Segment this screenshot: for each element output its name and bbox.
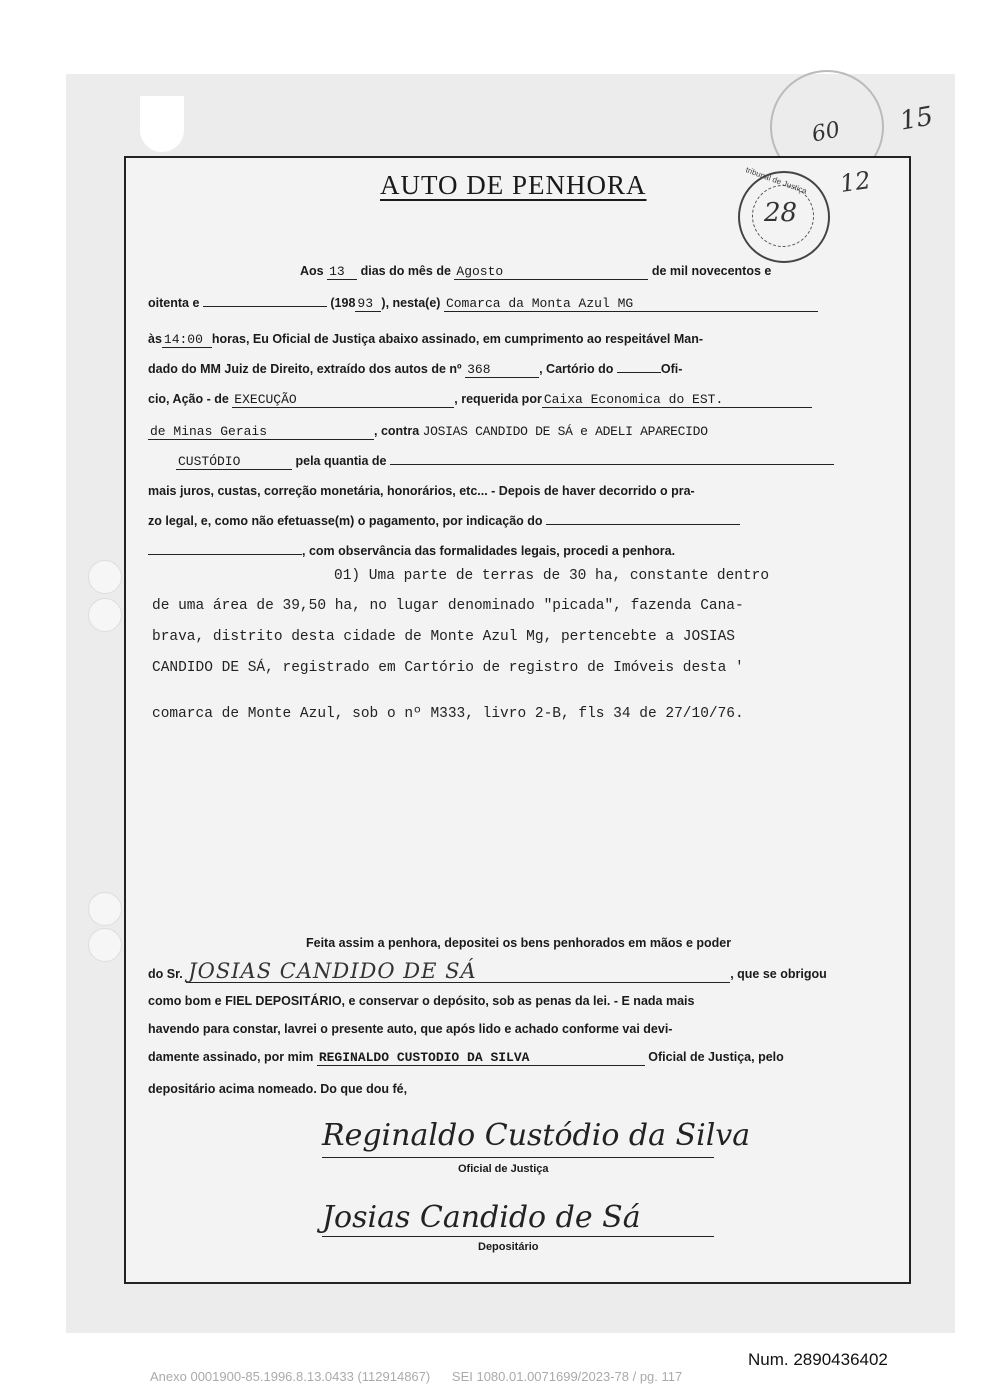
closing-line-6: depositário acima nomeado. Do que dou fé, (148, 1082, 408, 1096)
document-number: Num. 2890436402 (748, 1350, 888, 1369)
field-autos-number: 368 (465, 363, 539, 378)
label-de-mil: de mil novecentos e (651, 264, 772, 278)
field-reus-2: CUSTÓDIO (176, 455, 292, 470)
form-line-3 (148, 326, 898, 352)
closing-line-2 (148, 960, 898, 986)
document-title: AUTO DE PENHORA (380, 170, 647, 200)
depositary-signature-line (322, 1236, 714, 1237)
form-line-9 (148, 508, 898, 534)
label-oficial-pelo: Oficial de Justiça, pelo (648, 1050, 784, 1064)
field-year: 93 (355, 297, 381, 312)
label-dias-do-mes: dias do mês de (360, 264, 451, 278)
label-as: às (148, 332, 162, 346)
blank-cartorio (617, 372, 661, 373)
label-oitenta: oitenta e (148, 296, 200, 310)
field-hour: 14:00 (162, 333, 212, 348)
form-line-6 (148, 418, 898, 444)
closing-line-3: como bom e FIEL DEPOSITÁRIO, e conservar o depósito, sob as penas da lei. - E nada mais (148, 994, 695, 1008)
label-acao: cio, Ação - de (148, 392, 229, 406)
text-dado: dado do MM Juiz de Direito, extraído dos autos de nº (148, 362, 462, 376)
text-com-observancia: , com observância das formalidades legais, procedi a penhora. (302, 544, 676, 558)
margin-note-15: 15 (897, 101, 936, 137)
item-line-3: brava, distrito desta cidade de Monte Azul Mg, pertencebte a JOSIAS (152, 629, 735, 645)
item-line-2: de uma área de 39,50 ha, no lugar denominado "picada", fazenda Cana- (152, 598, 744, 614)
label-requerida: , requerida por (454, 392, 542, 406)
punch-hole-4 (88, 928, 122, 962)
form-line-5 (148, 386, 898, 412)
label-que-se-obrigou: , que se obrigou (730, 967, 827, 981)
punch-hole-1 (88, 560, 122, 594)
item-line-5: comarca de Monte Azul, sob o nº M333, livro 2-B, fls 34 de 27/10/76. (152, 706, 744, 722)
officer-caption: Oficial de Justiça (458, 1163, 549, 1175)
officer-signature-line (322, 1157, 714, 1158)
margin-note-60: 60 (809, 117, 843, 148)
officer-signature: Reginaldo Custódio da Silva (322, 1118, 751, 1153)
stamp-text: tribunal de Justiça (744, 165, 809, 196)
punch-hole-2 (88, 598, 122, 632)
item-line-4: CANDIDO DE SÁ, registrado em Cartório de registro de Imóveis desta ' (152, 660, 744, 676)
officer-name: REGINALDO CUSTODIO DA SILVA (317, 1051, 645, 1066)
depositary-caption: Depositário (478, 1241, 539, 1253)
footer-reference: Anexo 0001900-85.1996.8.13.0433 (112914867) SEI 1080.01.0071699/2023-78 / pg. 117 (150, 1369, 683, 1384)
torn-corner (140, 96, 184, 152)
label-ofi: Ofi- (660, 362, 683, 376)
label-pela-quantia: pela quantia de (295, 454, 387, 468)
blank-indicacao-2 (148, 554, 302, 555)
label-year-open: (198 (330, 296, 356, 310)
stamp-number: 28 (764, 198, 798, 228)
label-por-mim: damente assinado, por mim (148, 1050, 314, 1064)
blank-quantia (390, 464, 834, 465)
form-line-4 (148, 356, 898, 382)
label-nesta: ), nesta(e) (381, 296, 441, 310)
margin-note-12: 12 (838, 166, 873, 198)
label-do-sr: do Sr. (148, 967, 183, 981)
depositary-signature: Josias Candido de Sá (322, 1200, 641, 1235)
label-aos: Aos (300, 264, 324, 278)
text-prazo-legal: zo legal, e, como não efetuasse(m) o pagamento, por indicação do (148, 514, 543, 528)
closing-line-4: havendo para constar, lavrei o presente auto, que após lido e achado conforme vai devi- (148, 1022, 673, 1036)
form-line-8: mais juros, custas, correção monetária, honorários, etc... - Depois de haver decorrido o pra- (148, 484, 695, 498)
form-line-7 (148, 448, 898, 474)
blank-indicacao (546, 524, 740, 525)
text-horas: horas, Eu Oficial de Justiça abaixo assinado, em cumprimento ao respeitável Man- (211, 332, 704, 346)
closing-line-5 (148, 1044, 898, 1070)
field-reus-1: JOSIAS CANDIDO DE SÁ e ADELI APARECIDO (422, 424, 708, 439)
label-contra: , contra (374, 424, 420, 438)
field-day: 13 (327, 265, 357, 280)
field-acao: EXECUÇÃO (232, 393, 454, 408)
item-line-1: 01) Uma parte de terras de 30 ha, constante dentro (334, 568, 770, 584)
blank-year-words (203, 306, 327, 307)
label-cartorio: , Cartório do (539, 362, 614, 376)
form-line-1 (300, 258, 988, 284)
closing-line-1: Feita assim a penhora, depositei os bens penhorados em mãos e poder (306, 936, 732, 950)
field-requerente-1: Caixa Economica do EST. (542, 393, 812, 408)
field-comarca: Comarca da Monta Azul MG (444, 297, 818, 312)
depositario-handwritten-name: JOSIAS CANDIDO DE SÁ (186, 960, 730, 983)
field-month: Agosto (454, 265, 648, 280)
form-line-10 (148, 538, 898, 564)
punch-hole-3 (88, 892, 122, 926)
form-line-2 (148, 290, 898, 316)
field-requerente-2: de Minas Gerais (148, 425, 374, 440)
